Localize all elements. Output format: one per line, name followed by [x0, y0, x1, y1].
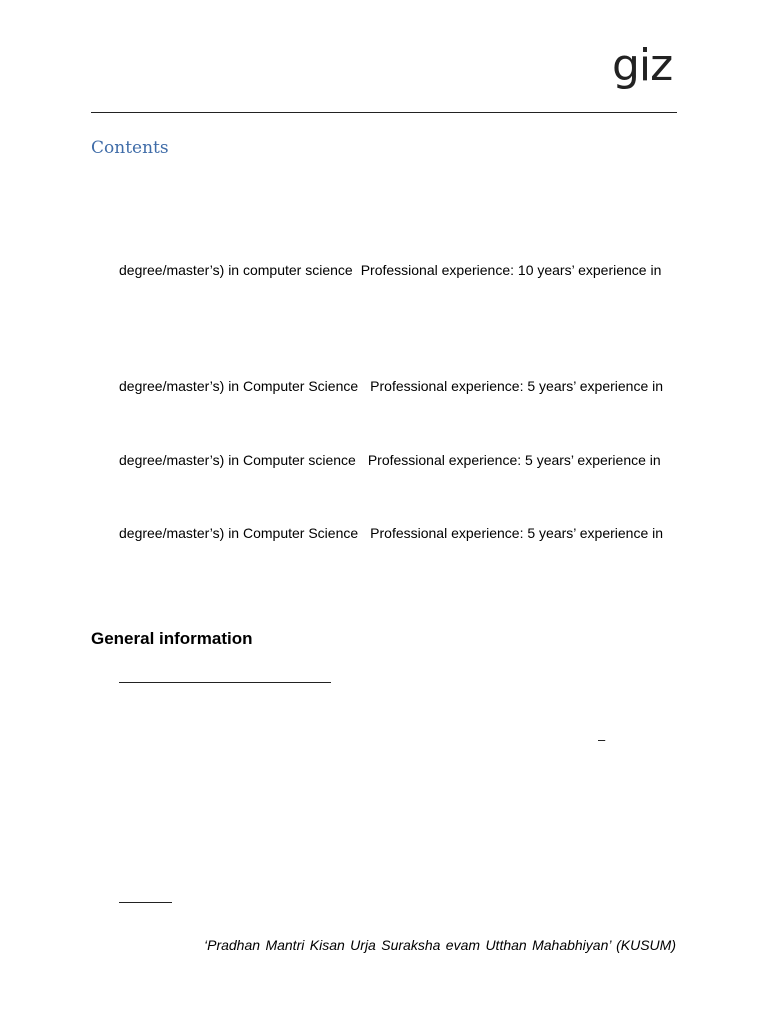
experience-text: Professional experience: 10 years’ experience in [360, 262, 662, 278]
contents-heading: Contents [91, 138, 169, 158]
experience-text: Professional experience: 5 years’ experience in [370, 525, 664, 541]
qualification-text: degree/master’s) in Computer Science [119, 525, 359, 541]
requirement-line [119, 377, 663, 395]
qualification-text: degree/master’s) in Computer science [119, 452, 356, 468]
experience-text: Professional experience: 5 years’ experience in [370, 378, 664, 394]
giz-logo: giz [612, 40, 673, 91]
header-divider [91, 112, 677, 113]
general-information-heading: General information [91, 629, 253, 648]
scheme-name-note: ‘Pradhan Mantri Kisan Urja Suraksha evam Utthan Mahabhiyan’ (KUSUM) [204, 937, 676, 953]
experience-text: Professional experience: 5 years’ experience in [367, 452, 661, 468]
requirement-line [119, 261, 661, 279]
requirement-line [119, 524, 663, 542]
qualification-text: degree/master’s) in computer science [119, 262, 353, 278]
qualification-text: degree/master’s) in Computer Science [119, 378, 359, 394]
requirement-line [119, 451, 661, 469]
footnote-separator [119, 902, 172, 903]
blank-field-line [119, 682, 331, 683]
dash: – [598, 732, 606, 747]
